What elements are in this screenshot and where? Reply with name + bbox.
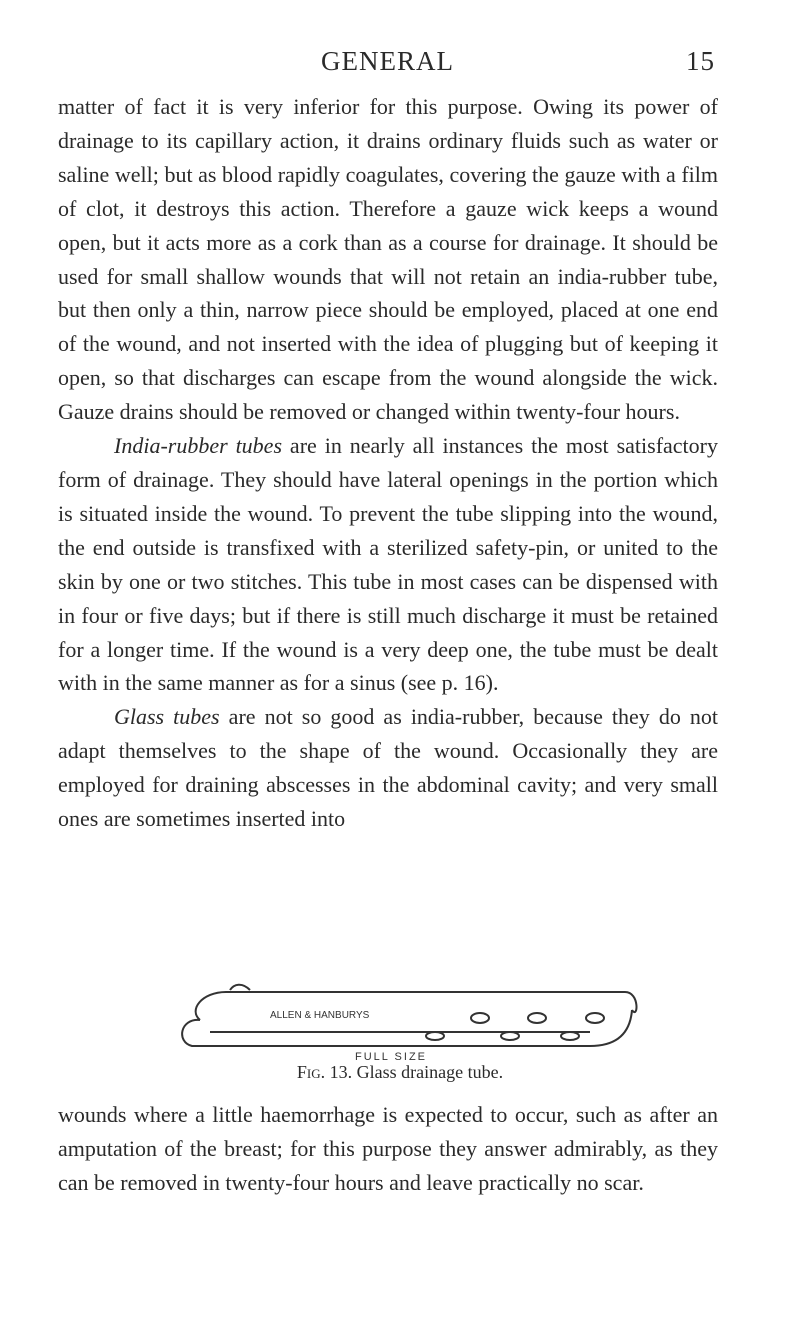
side-opening-1 <box>471 1013 489 1023</box>
side-opening-3 <box>586 1013 604 1023</box>
tube-outer-top <box>196 992 637 1020</box>
side-opening-5 <box>501 1032 519 1040</box>
glass-tube-illustration <box>170 980 650 1060</box>
paragraph-glass-tubes <box>58 700 718 836</box>
side-opening-2 <box>528 1013 546 1023</box>
maker-label: ALLEN & HANBURYS <box>270 1010 370 1021</box>
paragraph-india-rubber-text: are in nearly all instances the most satisfactory form of drainage. They should have lateral openings in the portion which is situated inside the wound. To prevent the tube slipping into the wound, the end outside is transfixed with a sterilized safety-pin, or united to the skin by one or two stitches. This tube in most cases can be dispensed with in four or five days; but if there is still much discharge it must be retained for a longer time. If the wound is a very deep one, the tube must be dealt with in the same manner as for a sinus (see p. 16). <box>58 433 718 696</box>
side-opening-6 <box>561 1032 579 1040</box>
figure-number: Fig. 13. <box>296 1062 353 1082</box>
figure-caption-text: Glass drainage tube. <box>356 1062 504 1082</box>
term-glass-tubes: Glass tubes <box>114 704 220 730</box>
size-label: FULL SIZE <box>355 1051 427 1060</box>
running-header <box>60 46 715 86</box>
paragraph-india-rubber-tubes <box>58 429 718 700</box>
running-title: GENERAL <box>321 46 454 76</box>
page-number: 15 <box>686 46 715 76</box>
body-text <box>58 90 718 836</box>
paragraph-gauze: matter of fact it is very inferior for this purpose. Owing its power of drainage to its capillary action, it drains ordinary fluids such as water or saline well; but as blood rapidly coagulates, covering the gauze with a film of clot, it destroys this action. Therefore a gauze wick keeps a wound open, but it acts more as a cork than as a course for drainage. It should be used for small shallow wounds that will not retain an india-rubber tube, but then only a thin, narrow piece should be employed, placed at one end of the wound, and not inserted with the idea of plugging but of keeping it open, so that discharges can escape from the wound alongside the wick. Gauze drains should be removed or changed within twenty-four hours. <box>58 94 718 425</box>
tube-flange <box>230 985 250 990</box>
body-text-continued <box>58 1098 718 1200</box>
figure-glass-drainage-tube <box>170 980 650 1060</box>
side-opening-4 <box>426 1032 444 1040</box>
paragraph-glass-continued: wounds where a little haemorrhage is expected to occur, such as after an amputation of the breast; for this purpose they answer admirably, as they can be removed in twenty-four hours and leave practically no scar. <box>58 1102 718 1195</box>
tube-outer-bottom <box>182 1010 632 1046</box>
paragraph-glass-text: are not so good as india-rubber, because they do not adapt themselves to the shape of the wound. Occasionally they are employed for draining abscesses in the abdominal cavity; and very small ones are sometimes inserted into <box>58 704 718 832</box>
term-india-rubber-tubes: India-rubber tubes <box>114 433 283 459</box>
figure-caption <box>0 1062 800 1083</box>
